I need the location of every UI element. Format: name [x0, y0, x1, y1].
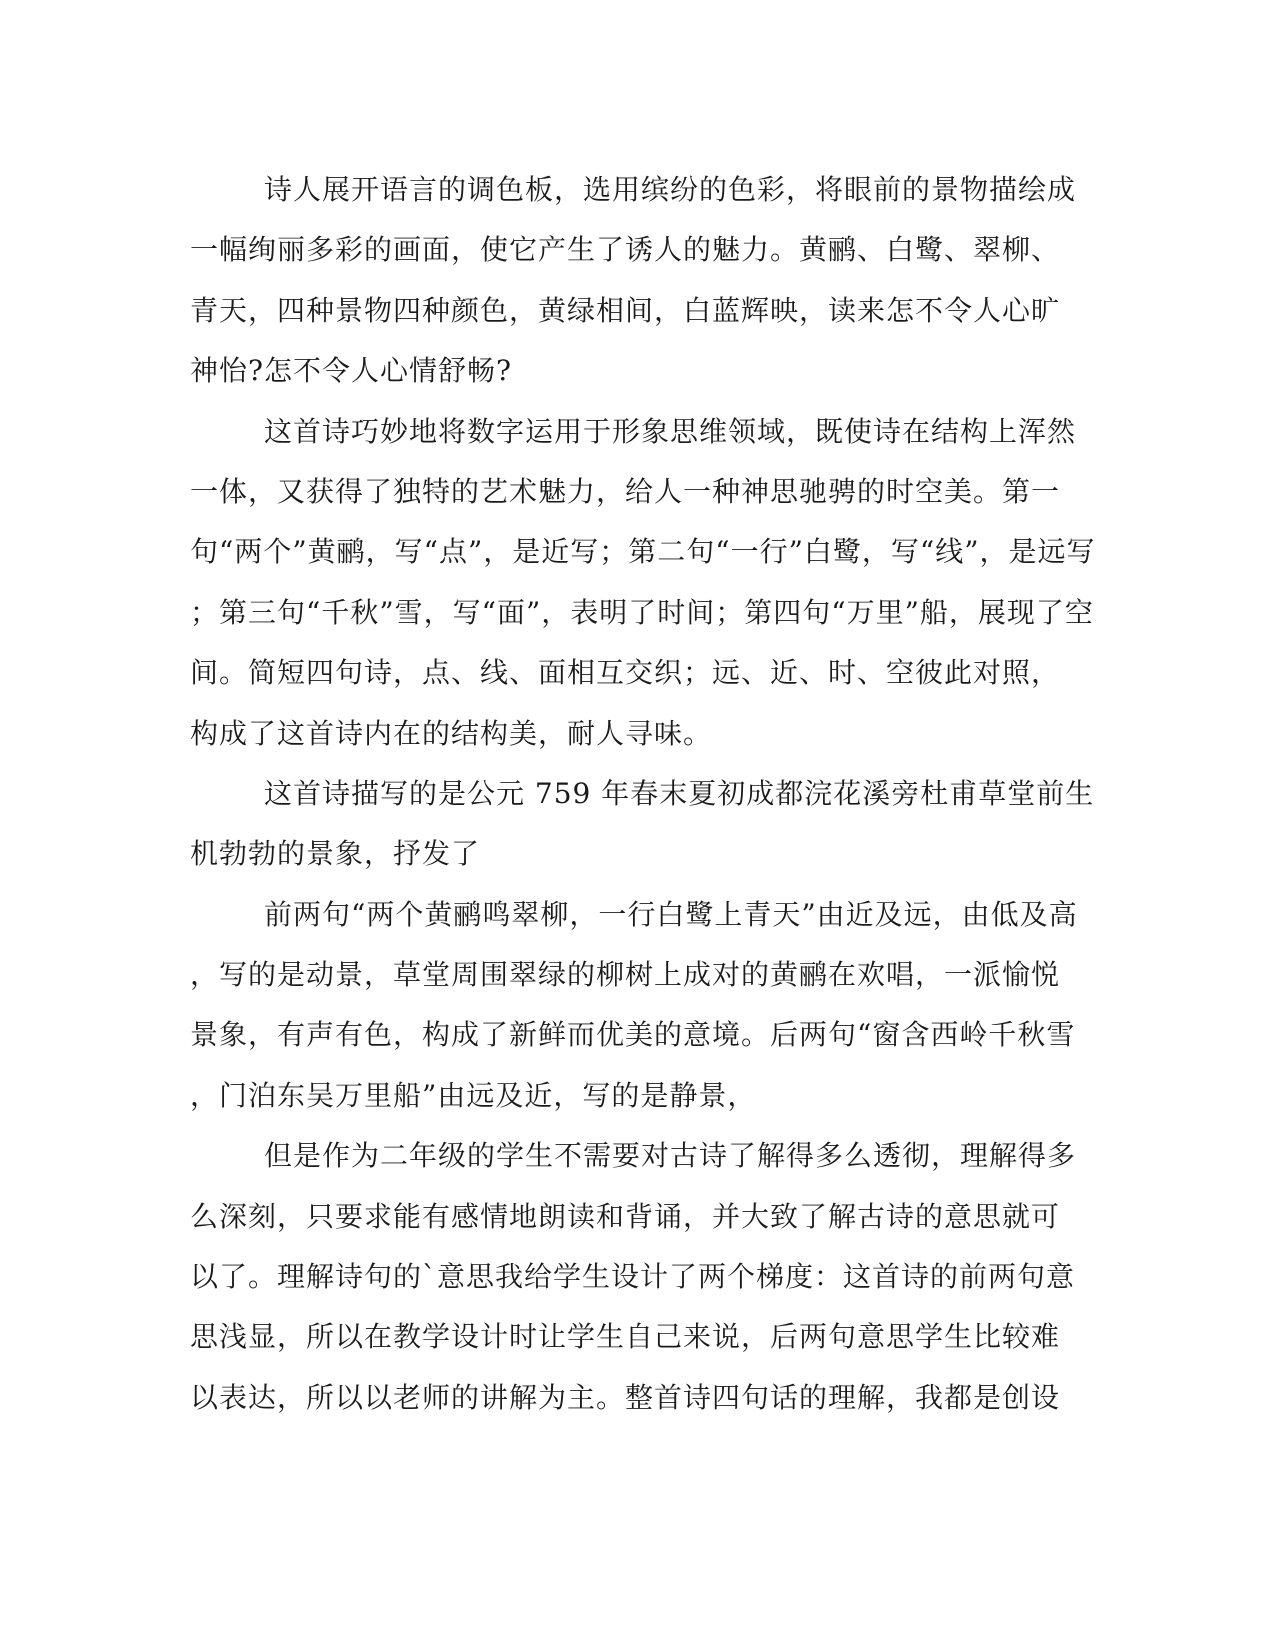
text-line: 构成了这首诗内在的结构美，耐人寻味。	[190, 716, 713, 750]
text-line: 这首诗巧妙地将数字运用于形象思维领域，既使诗在结构上浑然	[264, 414, 1077, 448]
text-line: 青天，四种景物四种颜色，黄绿相间，白蓝辉映，读来怎不令人心旷	[190, 293, 1061, 327]
text-line: 么深刻，只要求能有感情地朗读和背诵，并大致了解古诗的意思就可	[190, 1199, 1061, 1233]
text-line: 诗人展开语言的调色板，选用缤纷的色彩，将眼前的景物描绘成	[264, 173, 1077, 206]
text-line: 景象，有声有色，构成了新鲜而优美的意境。后两句“窗含西岭千秋雪	[190, 1018, 1076, 1052]
text-line: 句“两个”黄鹂，写“点”，是近写；第二句“一行”白鹭，写“线”，是远写	[190, 535, 1096, 569]
text-line: 间。简短四句诗，点、线、面相互交织；远、近、时、空彼此对照，	[190, 656, 1061, 690]
text-line: 但是作为二年级的学生不需要对古诗了解得多么透彻，理解得多	[264, 1139, 1077, 1173]
document-body	[190, 160, 1096, 1428]
text-line: ，写的是动景，草堂周围翠绿的柳树上成对的黄鹂在欢唱，一派愉悦	[190, 958, 1061, 992]
text-line: ；第三句“千秋”雪，写“面”，表明了时间；第四句“万里”船，展现了空	[190, 595, 1094, 629]
text-line: 前两句“两个黄鹂鸣翠柳，一行白鹭上青天”由近及远，由低及高	[264, 897, 1078, 931]
text-line: ，门泊东吴万里船”由远及近，写的是静景，	[190, 1078, 757, 1112]
text-line: 这首诗描写的是公元 759 年春末夏初成都浣花溪旁杜甫草堂前生	[264, 776, 1095, 810]
text-line: 以表达，所以以老师的讲解为主。整首诗四句话的理解，我都是创设	[190, 1380, 1061, 1414]
text-line: 思浅显，所以在教学设计时让学生自己来说，后两句意思学生比较难	[190, 1320, 1061, 1354]
paragraph	[190, 1126, 1090, 1428]
paragraph	[190, 885, 1090, 1127]
text-line: 一幅绚丽多彩的画面，使它产生了诱人的魅力。黄鹂、白鹭、翠柳、	[190, 233, 1061, 267]
paragraph	[190, 402, 1096, 764]
paragraph	[190, 160, 1090, 402]
paragraph	[190, 764, 1095, 885]
text-line: 以了。理解诗句的`意思我给学生设计了两个梯度：这首诗的前两句意	[190, 1260, 1076, 1294]
text-line: 神怡?怎不令人心情舒畅?	[190, 354, 513, 388]
text-line: 机勃勃的景象，抒发了	[190, 837, 481, 871]
text-line: 一体，又获得了独特的艺术魅力，给人一种神思驰骋的时空美。第一	[190, 474, 1061, 508]
